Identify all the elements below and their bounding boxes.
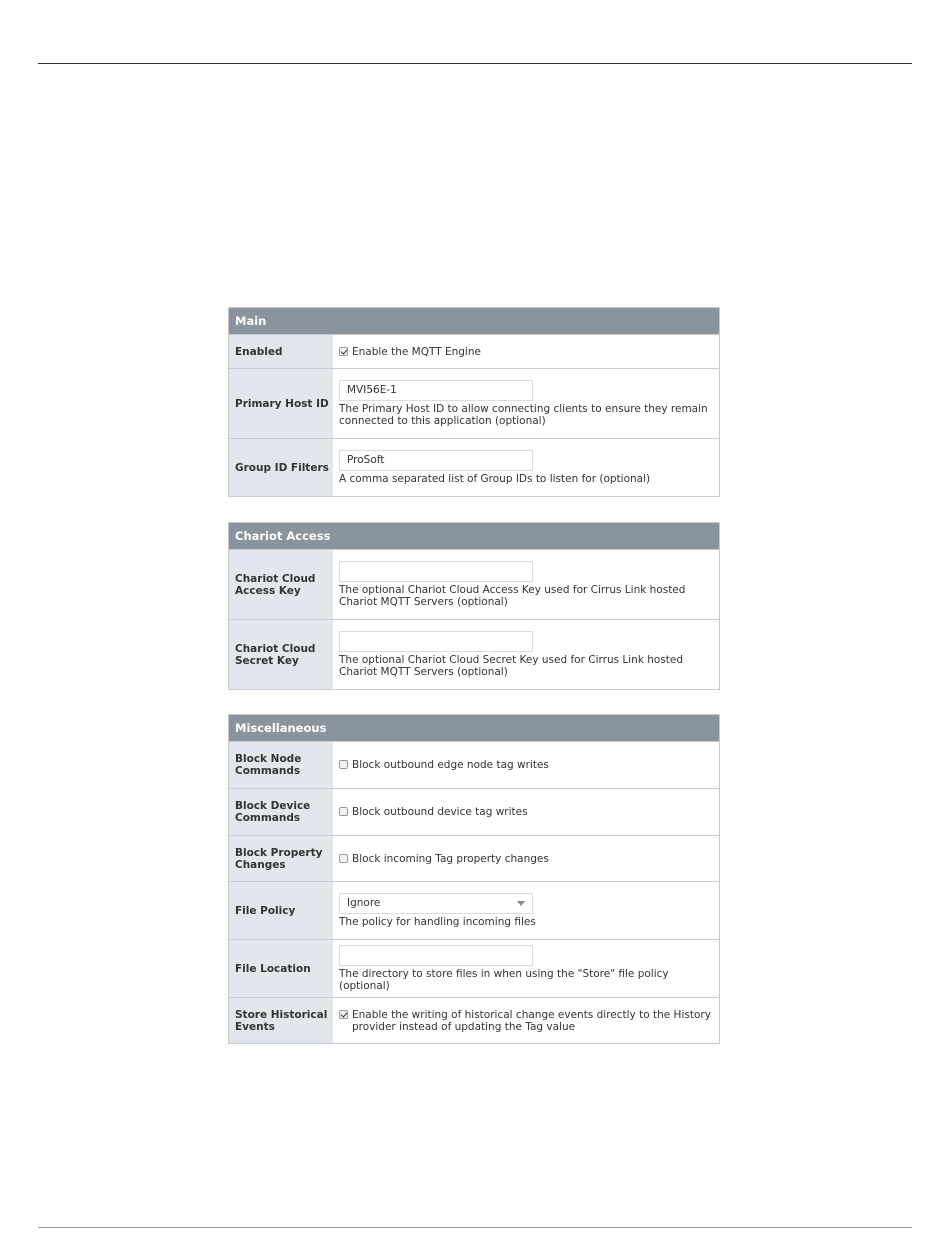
chariot-access-key-input[interactable] bbox=[339, 561, 533, 582]
chariot-secret-key-value bbox=[333, 620, 719, 689]
chariot-access-key-label: Chariot Cloud Access Key bbox=[229, 550, 333, 619]
row-block-node-commands bbox=[229, 741, 719, 788]
group-id-filters-label: Group ID Filters bbox=[229, 439, 333, 496]
file-policy-help: The policy for handling incoming files bbox=[339, 916, 536, 928]
chariot-access-panel bbox=[228, 522, 720, 690]
store-historical-events-value bbox=[333, 998, 719, 1043]
block-node-commands-checkbox[interactable] bbox=[339, 760, 348, 769]
block-device-commands-checkbox-label[interactable]: Block outbound device tag writes bbox=[352, 806, 528, 818]
row-chariot-secret-key bbox=[229, 619, 719, 689]
block-node-commands-checkbox-line[interactable] bbox=[339, 759, 713, 771]
store-historical-events-label: Store Historical Events bbox=[229, 998, 333, 1043]
row-enabled bbox=[229, 334, 719, 368]
row-file-location bbox=[229, 939, 719, 997]
block-node-commands-label: Block Node Commands bbox=[229, 742, 333, 788]
primary-host-id-label: Primary Host ID bbox=[229, 369, 333, 438]
block-property-changes-checkbox-label[interactable]: Block incoming Tag property changes bbox=[352, 852, 549, 865]
group-id-filters-value bbox=[333, 439, 719, 496]
enabled-checkbox-line[interactable] bbox=[339, 346, 713, 358]
page-top-rule bbox=[38, 63, 912, 64]
enabled-checkbox-label[interactable]: Enable the MQTT Engine bbox=[352, 345, 481, 358]
primary-host-id-value bbox=[333, 369, 719, 438]
block-device-commands-label: Block Device Commands bbox=[229, 789, 333, 835]
block-property-changes-checkbox[interactable] bbox=[339, 854, 348, 863]
row-group-id-filters bbox=[229, 438, 719, 496]
chariot-secret-key-help: The optional Chariot Cloud Secret Key used for Cirrus Link hosted Chariot MQTT Servers (optional) bbox=[339, 654, 684, 678]
row-block-property-changes bbox=[229, 835, 719, 881]
chariot-secret-key-label: Chariot Cloud Secret Key bbox=[229, 620, 333, 689]
row-chariot-access-key bbox=[229, 549, 719, 619]
file-location-label: File Location bbox=[229, 940, 333, 997]
block-device-commands-checkbox[interactable] bbox=[339, 807, 348, 816]
chariot-access-key-value bbox=[333, 550, 719, 619]
primary-host-id-input[interactable]: MVI56E-1 bbox=[339, 380, 533, 401]
store-historical-events-checkbox[interactable] bbox=[339, 1010, 348, 1019]
chariot-secret-key-input[interactable] bbox=[339, 631, 533, 652]
chevron-down-icon bbox=[517, 901, 525, 906]
block-property-changes-checkbox-line[interactable] bbox=[339, 853, 713, 865]
store-historical-events-checkbox-line[interactable] bbox=[339, 1009, 713, 1033]
row-file-policy bbox=[229, 881, 719, 939]
group-id-filters-help: A comma separated list of Group IDs to listen for (optional) bbox=[339, 473, 651, 485]
file-location-input[interactable] bbox=[339, 945, 533, 966]
block-property-changes-value bbox=[333, 836, 719, 881]
main-panel-header: Main bbox=[229, 308, 719, 334]
row-store-historical-events bbox=[229, 997, 719, 1043]
file-policy-selected-value: Ignore bbox=[347, 897, 381, 909]
miscellaneous-panel-header: Miscellaneous bbox=[229, 715, 719, 741]
primary-host-id-help: The Primary Host ID to allow connecting clients to ensure they remain connected to this application (optional) bbox=[339, 403, 708, 427]
block-device-commands-checkbox-line[interactable] bbox=[339, 806, 713, 818]
block-node-commands-checkbox-label[interactable]: Block outbound edge node tag writes bbox=[352, 759, 549, 771]
file-policy-select[interactable] bbox=[339, 893, 533, 914]
page-bottom-rule bbox=[38, 1227, 912, 1228]
file-location-help: The directory to store files in when using the "Store" file policy (optional) bbox=[339, 968, 669, 992]
block-node-commands-value bbox=[333, 742, 719, 788]
chariot-access-key-help: The optional Chariot Cloud Access Key used for Cirrus Link hosted Chariot MQTT Servers (optional) bbox=[339, 584, 686, 608]
main-panel bbox=[228, 307, 720, 497]
file-policy-label: File Policy bbox=[229, 882, 333, 939]
row-block-device-commands bbox=[229, 788, 719, 835]
block-device-commands-value bbox=[333, 789, 719, 835]
enabled-value bbox=[333, 335, 719, 368]
enabled-checkbox[interactable] bbox=[339, 347, 348, 356]
group-id-filters-input[interactable]: ProSoft bbox=[339, 450, 533, 471]
file-policy-value bbox=[333, 882, 719, 939]
row-primary-host-id bbox=[229, 368, 719, 438]
miscellaneous-panel bbox=[228, 714, 720, 1044]
block-property-changes-label: Block Property Changes bbox=[229, 836, 333, 881]
enabled-label: Enabled bbox=[229, 335, 333, 368]
chariot-access-panel-header: Chariot Access bbox=[229, 523, 719, 549]
store-historical-events-checkbox-label[interactable]: Enable the writing of historical change events directly to the History provider instead of updating the Tag value bbox=[352, 1008, 711, 1033]
file-location-value bbox=[333, 940, 719, 997]
